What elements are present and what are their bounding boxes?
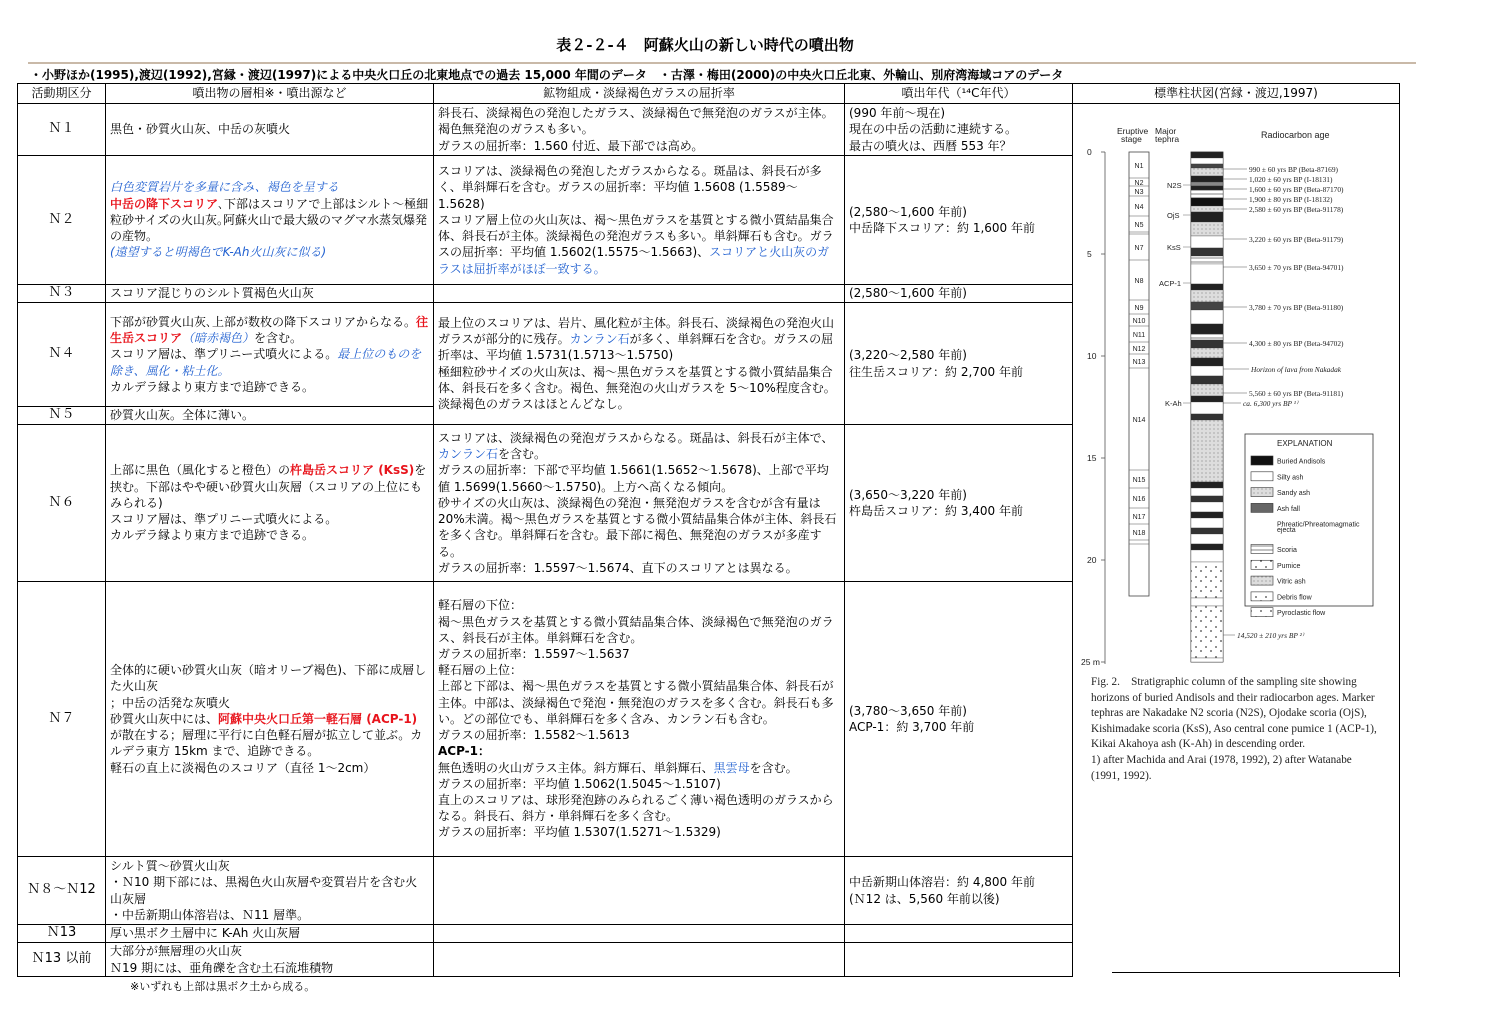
stage-label: N16 bbox=[1132, 496, 1146, 503]
stage-label: N3 bbox=[1134, 189, 1144, 196]
legend-label: ejecta bbox=[1277, 527, 1296, 534]
depth-label: 0 bbox=[1087, 147, 1092, 157]
column-layer bbox=[1191, 414, 1223, 420]
mineral-cell: 軽石層の下位： 褐～黒色ガラスを基質とする微小質結晶集合体、淡緑褐色で無発泡のガラス、斜長石が主体。単斜輝石を含む。 ガラスの屈折率：1.5597～1.5637 軽石層の上位： 上部と下部は、褐～黒色ガラスを基質とする微小質結晶集合体、斜長石が主体。中部は、淡緑褐色で発泡・無発泡のガラスを多く含む。斜長石も多い。どの部位でも、単斜輝石を多く含み、カンラン石も含む。 ガラスの屈折率：1.5582～1.5613 ACP-1： 無色透明の火山ガラス主体。斜方輝石、単斜輝石、黒雲母を含む。 ガラスの屈折率：平均値 1.5062(1.5045～1.5107) 直上のスコリアは、球形発泡跡のみられるごく薄い褐色透明のガラスからなる。斜長石、斜方・単斜輝石を多く含む。 ガラスの屈折率：平均値 1.5307(1.5271～1.5329) bbox=[434, 582, 845, 857]
column-layer bbox=[1191, 420, 1223, 482]
column-layer bbox=[1191, 236, 1223, 248]
column-layer bbox=[1191, 598, 1223, 606]
column-layer bbox=[1191, 334, 1223, 340]
figure-caption bbox=[1091, 675, 1381, 784]
age-cell bbox=[845, 925, 1073, 943]
mineral-cell: 斜長石、淡緑褐色の発泡したガラス、淡緑褐色で無発泡のガラスが主体。褐色無発泡のガラスも多い。 ガラスの屈折率：1.560 付近、最下部では高め。 bbox=[434, 104, 845, 156]
column-layer bbox=[1191, 358, 1223, 366]
col-stage-label: stage bbox=[1121, 134, 1142, 144]
column-layer bbox=[1191, 206, 1223, 212]
column-layer bbox=[1191, 518, 1223, 528]
legend-swatch bbox=[1251, 503, 1273, 512]
stage-label: N17 bbox=[1132, 514, 1146, 521]
col-eruptive-label: Eruptive bbox=[1117, 126, 1149, 136]
mineral-cell bbox=[434, 925, 845, 943]
header-period: 活動期区分 bbox=[18, 84, 106, 104]
legend-label: Buried Andisols bbox=[1277, 458, 1326, 466]
footnote: ※いずれも上部は黒ボク土から成る。 bbox=[130, 980, 316, 993]
legend-swatch bbox=[1251, 576, 1273, 585]
legend-label: Pyroclastic flow bbox=[1277, 610, 1326, 618]
stage-label: N8 bbox=[1134, 278, 1144, 285]
age-cell: (2,580～1,600 年前) 中岳降下スコリア：約 1,600 年前 bbox=[845, 156, 1073, 285]
legend-label: Silty ash bbox=[1277, 474, 1304, 482]
legend-label: Sandy ash bbox=[1277, 490, 1311, 498]
column-layer bbox=[1191, 496, 1223, 502]
period-cell: Ｎ５ bbox=[18, 407, 106, 425]
column-layer bbox=[1191, 310, 1223, 324]
legend-label: Scoria bbox=[1277, 546, 1297, 554]
radiocarbon-date: 5,560 ± 60 yrs BP (Beta-91181) bbox=[1249, 389, 1344, 398]
col-tephra-label: tephra bbox=[1155, 134, 1180, 144]
facies-cell: 砂質火山灰。全体に薄い。 bbox=[106, 407, 434, 425]
radiocarbon-date: 990 ± 60 yrs BP (Beta-87169) bbox=[1249, 165, 1338, 174]
mineral-cell bbox=[434, 857, 845, 925]
period-cell: Ｎ３ bbox=[18, 285, 106, 303]
period-cell: Ｎ８～Ｎ12 bbox=[18, 857, 106, 925]
column-layer bbox=[1191, 164, 1223, 168]
period-cell: Ｎ２ bbox=[18, 156, 106, 285]
radiocarbon-date: 1,900 ± 80 yrs BP (I-18132) bbox=[1249, 195, 1333, 204]
column-layer bbox=[1191, 544, 1223, 550]
facies-cell: スコリア混じりのシルト質褐色火山灰 bbox=[106, 285, 434, 303]
legend-swatch bbox=[1251, 608, 1273, 617]
stage-label: N14 bbox=[1132, 417, 1146, 424]
stratigraphic-column-svg bbox=[1073, 104, 1399, 669]
tephra-label: K-Ah bbox=[1165, 399, 1182, 408]
page-title: 表２-２-４ 阿蘇火山の新しい時代の噴出物 bbox=[556, 36, 854, 54]
header-mineral: 鉱物組成・淡緑褐色ガラスの屈折率 bbox=[434, 84, 845, 104]
depth-label: 20 bbox=[1087, 555, 1097, 565]
header-rule bbox=[28, 62, 1416, 64]
column-layer bbox=[1191, 348, 1223, 358]
stage-label: N2 bbox=[1134, 180, 1144, 187]
radiocarbon-date: 4,300 ± 80 yrs BP (Beta-94702) bbox=[1249, 339, 1344, 348]
legend-label: Phreatic/Phreatomagmatic bbox=[1277, 521, 1360, 529]
column-layer bbox=[1191, 190, 1223, 198]
column-layer bbox=[1191, 222, 1223, 236]
table-row-n1 bbox=[18, 104, 1400, 156]
column-layer bbox=[1191, 658, 1223, 662]
facies-cell: 大部分が無層理の火山灰 Ｎ19 期には、亜角礫を含む土石流堆積物 bbox=[106, 943, 434, 977]
column-layer bbox=[1191, 528, 1223, 534]
column-layer bbox=[1191, 366, 1223, 376]
mineral-cell: 最上位のスコリアは、岩片、風化粒が主体。斜長石、淡緑褐色の発泡火山ガラスが部分的に残存。カンラン石が多く、単斜輝石を含む。ガラスの屈折率は、平均値 1.5731(1.5713～1.5750) 極細粒砂サイズの火山灰は、褐～黒色ガラスを基質とする微小質結晶集合体、斜長石を多く含む。褐色、無発泡の火山ガラスを 5～10%程度含む。淡緑褐色のガラスはほとんどなし。 bbox=[434, 303, 845, 425]
mineral-cell: スコリアは、淡緑褐色の発泡ガラスからなる。斑晶は、斜長石が主体で、カンラン石を含む。 ガラスの屈折率：下部で平均値 1.5661(1.5652～1.5678)、上部で平均値 1.5699(1.5660～1.5750)。上方へ高くなる傾向。 砂サイズの火山灰は、淡緑褐色の発泡・無発泡ガラスを含むが含有量は 20%未満。褐～黒色ガラスを基質とする微小質結晶集合体が主体、斜長石を多く含む。単斜輝石を含む。最下部に褐色、無発泡のガラスが多産する。 ガラスの屈折率：1.5597～1.5674、直下のスコリアとは異なる。 bbox=[434, 425, 845, 582]
stage-label: N15 bbox=[1132, 477, 1146, 484]
stage-label: N9 bbox=[1134, 305, 1144, 312]
legend-label: Debris flow bbox=[1277, 594, 1312, 602]
age-cell: (3,650～3,220 年前) 杵島岳スコリア：約 3,400 年前 bbox=[845, 425, 1073, 582]
column-layer bbox=[1191, 186, 1223, 190]
facies-cell: シルト質～砂質火山灰 ・Ｎ10 期下部には、黒褐色火山灰層や変質岩片を含む火山灰層 ・中岳新期山体溶岩は、Ｎ11 層準。 bbox=[106, 857, 434, 925]
table-header-row bbox=[18, 84, 1400, 104]
tephra-label: OjS bbox=[1167, 211, 1180, 220]
legend-swatch bbox=[1251, 488, 1273, 497]
mineral-cell bbox=[434, 285, 845, 303]
figure-caption-main: Fig. 2. Stratigraphic column of the sampling site showing horizons of buried Andisols and their radiocarbon ages. Marker tephras are Nakadake N2 scoria (N2S), Ojodake scoria (OjS), Kishimadake scoria (KsS), Aso central cone pumice 1 (ACP-1), Kikai Akahoya ash (K-Ah) in descending order. bbox=[1091, 676, 1377, 751]
mineral-cell bbox=[434, 943, 845, 977]
facies-cell: 全体的に硬い砂質火山灰（暗オリーブ褐色)、下部に成層した火山灰 ；中岳の活発な灰噴火 砂質火山灰中には、阿蘇中央火口丘第一軽石層 (ACP-1)が散在する；層理に平行に白色軽石層が拡立して並ぶ。カルデラ東方 15km まで、追跡できる。 軽石の直上に淡褐色のスコリア（直径 1～2cm） bbox=[106, 582, 434, 857]
legend-swatch bbox=[1251, 592, 1273, 601]
period-cell: Ｎ13 bbox=[18, 925, 106, 943]
column-layer bbox=[1191, 482, 1223, 488]
figure-caption-refs: 1) after Machida and Arai (1978, 1992), 2) after Watanabe (1991, 1992). bbox=[1091, 753, 1352, 782]
facies-cell: 厚い黒ボク土層中に K-Ah 火山灰層 bbox=[106, 925, 434, 943]
radiocarbon-date: 14,520 ± 210 yrs BP ²⁾ bbox=[1237, 631, 1304, 640]
column-layer bbox=[1191, 502, 1223, 512]
depth-label: 25 m bbox=[1081, 657, 1100, 667]
stratigraphic-column-cell bbox=[1073, 104, 1400, 977]
period-cell: Ｎ６ bbox=[18, 425, 106, 582]
depth-label: 10 bbox=[1087, 351, 1097, 361]
column-layer bbox=[1191, 152, 1223, 158]
legend-swatch bbox=[1251, 456, 1273, 465]
stage-label: N7 bbox=[1134, 245, 1144, 252]
column-layer bbox=[1191, 256, 1223, 264]
depth-label: 5 bbox=[1087, 249, 1092, 259]
radiocarbon-date: 1,600 ± 60 yrs BP (Beta-87170) bbox=[1249, 185, 1344, 194]
column-layer bbox=[1191, 376, 1223, 384]
legend-label: Vitric ash bbox=[1277, 578, 1306, 586]
stage-label: N13 bbox=[1132, 359, 1146, 366]
tephra-label: N2S bbox=[1167, 181, 1182, 190]
column-layer bbox=[1191, 562, 1223, 598]
column-layer bbox=[1191, 488, 1223, 496]
column-layer bbox=[1191, 290, 1223, 302]
eruption-table bbox=[17, 83, 1400, 977]
stage-label: N4 bbox=[1134, 204, 1144, 211]
column-layer bbox=[1191, 384, 1223, 396]
mineral-cell: スコリアは、淡緑褐色の発泡したガラスからなる。斑晶は、斜長石が多く、単斜輝石を含む。ガラスの屈折率：平均値 1.5608 (1.5589～1.5628) スコリア層上位の火山灰は、褐～黒色ガラスを基質とする微小質結晶集合体、斜長石が主体。淡緑褐色の発泡ガラスも多い。単斜輝石も含む。ガラスの屈折率：平均値 1.5602(1.5575～1.5663)、スコリアと火山灰のガラスは屈折率がほぼ一致する。 bbox=[434, 156, 845, 285]
age-cell: (990 年前～現在) 現在の中岳の活動に連続する。 最古の噴火は、西暦 553 年？ bbox=[845, 104, 1073, 156]
legend-label: Ash fall bbox=[1277, 505, 1300, 513]
age-cell: (3,220～2,580 年前) 往生岳スコリア：約 2,700 年前 bbox=[845, 303, 1073, 425]
column-layer bbox=[1191, 396, 1223, 402]
facies-cell: 上部に黒色（風化すると橙色）の杵島岳スコリア (KsS)を挟む。下部はやや硬い砂質火山灰層（スコリアの上位にもみられる) スコリア層は、準プリニー式噴火による。 カルデラ縁より東方まで追跡できる。 bbox=[106, 425, 434, 582]
column-layer bbox=[1191, 534, 1223, 544]
column-layer bbox=[1191, 212, 1223, 222]
column-layer bbox=[1191, 168, 1223, 176]
period-cell: Ｎ７ bbox=[18, 582, 106, 857]
col-radiocarbon-label: Radiocarbon age bbox=[1261, 130, 1330, 140]
legend-swatch bbox=[1251, 544, 1273, 553]
stage-label: N5 bbox=[1134, 222, 1144, 229]
header-facies: 噴出物の層相※・噴出源など bbox=[106, 84, 434, 104]
stage-label: N10 bbox=[1132, 318, 1146, 325]
header-age: 噴出年代（¹⁴C年代） bbox=[845, 84, 1073, 104]
tephra-label: KsS bbox=[1167, 243, 1181, 252]
col-major-label: Major bbox=[1155, 126, 1177, 136]
radiocarbon-date: 1,020 ± 60 yrs BP (I-18131) bbox=[1249, 175, 1333, 184]
radiocarbon-date: 3,780 ± 70 yrs BP (Beta-91180) bbox=[1249, 303, 1344, 312]
column-layer bbox=[1191, 340, 1223, 348]
tephra-label: ACP-1 bbox=[1159, 279, 1182, 288]
age-cell: (2,580～1,600 年前) bbox=[845, 285, 1073, 303]
column-layer bbox=[1191, 248, 1223, 256]
radiocarbon-date: 2,580 ± 60 yrs BP (Beta-91178) bbox=[1249, 205, 1344, 214]
radiocarbon-date: 3,220 ± 60 yrs BP (Beta-91179) bbox=[1249, 235, 1344, 244]
stage-label: N11 bbox=[1132, 332, 1146, 339]
facies-cell: 白色変質岩片を多量に含み、褐色を呈する 中岳の降下スコリア､下部はスコリアで上部はシルト～極細粒砂サイズの火山灰｡阿蘇火山で最大級のマグマ水蒸気爆発の産物。 (遠望すると明褐色でK-Ah火山灰に似る) bbox=[106, 156, 434, 285]
stage-label: N12 bbox=[1132, 346, 1146, 353]
column-layer bbox=[1191, 606, 1223, 658]
age-cell: (3,780～3,650 年前) ACP-1：約 3,700 年前 bbox=[845, 582, 1073, 857]
column-layer bbox=[1191, 198, 1223, 206]
column-layer bbox=[1191, 512, 1223, 518]
facies-cell: 下部が砂質火山灰､上部が数枚の降下スコリアからなる。往生岳スコリア（暗赤褐色）を含む。 スコリア層は、準プリニー式噴火による。最上位のものを除き、風化・粘土化。 カルデラ縁より東方まで追跡できる。 bbox=[106, 303, 434, 407]
column-layer bbox=[1191, 264, 1223, 284]
column-layer bbox=[1191, 550, 1223, 562]
age-cell bbox=[845, 943, 1073, 977]
stage-label: N1 bbox=[1134, 163, 1144, 170]
subtitle: ・小野ほか(1995),渡辺(1992),宮縁・渡辺(1997)による中央火口丘の北東地点での過去 15,000 年間のデータ ・古澤・梅田(2000)の中央火口丘北東、外輪山、別府湾海域コアのデータ bbox=[30, 68, 1064, 82]
period-cell: Ｎ１ bbox=[18, 104, 106, 156]
age-cell: 中岳新期山体溶岩：約 4,800 年前 (Ｎ12 は、5,560 年前以後) bbox=[845, 857, 1073, 925]
period-cell: Ｎ４ bbox=[18, 303, 106, 407]
column-layer bbox=[1191, 402, 1223, 414]
column-layer bbox=[1191, 182, 1223, 186]
legend-label: Pumice bbox=[1277, 562, 1301, 570]
radiocarbon-date: ca. 6,300 yrs BP ¹⁾ bbox=[1243, 399, 1298, 408]
period-cell: Ｎ13 以前 bbox=[18, 943, 106, 977]
header-column: 標準柱状図(宮縁・渡辺,1997) bbox=[1073, 84, 1400, 104]
radiocarbon-date: Horizon of lava from Nakadak bbox=[1251, 365, 1342, 374]
depth-label: 15 bbox=[1087, 453, 1097, 463]
column-layer bbox=[1191, 284, 1223, 290]
column-layer bbox=[1191, 324, 1223, 334]
legend-swatch bbox=[1251, 560, 1273, 569]
column-layer bbox=[1191, 158, 1223, 164]
legend-swatch bbox=[1251, 472, 1273, 481]
facies-cell: 黒色・砂質火山灰、中岳の灰噴火 bbox=[106, 104, 434, 156]
radiocarbon-date: 3,650 ± 70 yrs BP (Beta-94701) bbox=[1249, 263, 1344, 272]
stage-label: N18 bbox=[1132, 530, 1146, 537]
stratigraphic-figure bbox=[1073, 104, 1399, 969]
legend-title: EXPLANATION bbox=[1277, 439, 1333, 448]
column-layer bbox=[1191, 176, 1223, 182]
column-layer bbox=[1191, 302, 1223, 310]
figure-bottom-rule bbox=[1112, 972, 1399, 973]
